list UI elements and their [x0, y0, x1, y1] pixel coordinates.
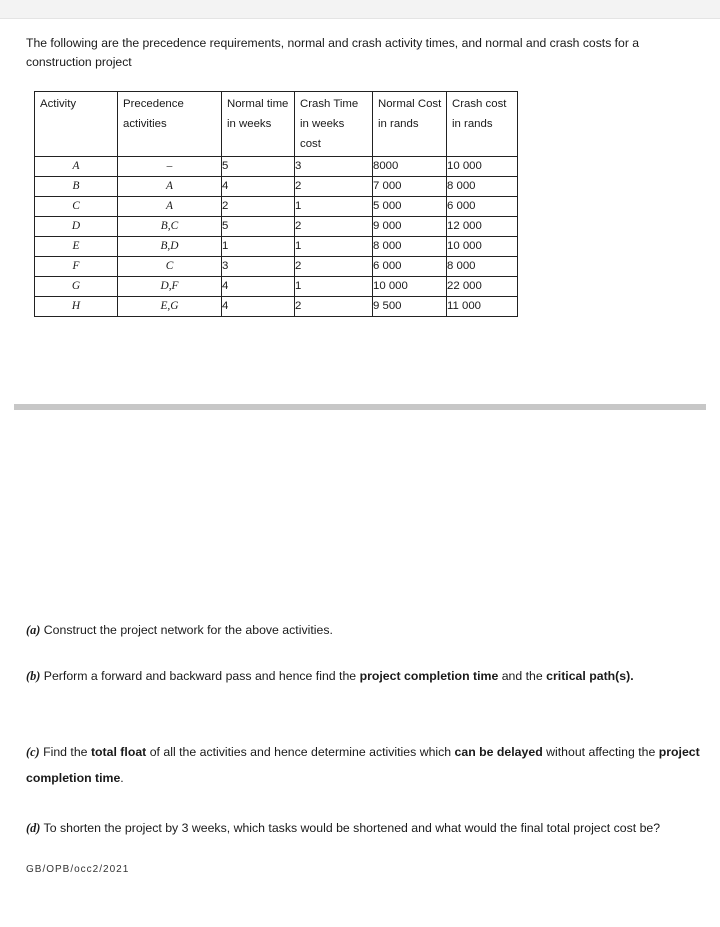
cell-precedence: B,C [118, 217, 222, 237]
cell-crash-cost: 22 000 [447, 277, 518, 297]
cell-activity: D [35, 217, 118, 237]
cell-normal-cost: 9 000 [373, 217, 447, 237]
cell-crash-cost: 12 000 [447, 217, 518, 237]
cell-normal-time: 5 [222, 217, 295, 237]
table-row [35, 157, 518, 177]
cell-crash-cost: 6 000 [447, 197, 518, 217]
table-row [35, 177, 518, 197]
cell-normal-cost: 6 000 [373, 257, 447, 277]
cell-crash-cost: 11 000 [447, 297, 518, 317]
cell-activity: E [35, 237, 118, 257]
table-row [35, 277, 518, 297]
question-b [26, 663, 710, 689]
cell-normal-cost: 7 000 [373, 177, 447, 197]
cell-activity: A [35, 157, 118, 177]
header-normal-time: Normal time in weeks [222, 92, 295, 157]
question-b-text-1: Perform a forward and backward pass and hence find the [43, 669, 360, 683]
cell-normal-cost: 8000 [373, 157, 447, 177]
question-d-label: (d) [26, 821, 41, 835]
question-c-label: (c) [26, 745, 40, 759]
cell-activity: G [35, 277, 118, 297]
cell-precedence: E,G [118, 297, 222, 317]
footer-code: GB/OPB/occ2/2021 [26, 864, 130, 873]
cell-normal-cost: 9 500 [373, 297, 447, 317]
cell-crash-time: 1 [295, 197, 373, 217]
question-b-bold-2: critical path(s). [546, 669, 634, 683]
cell-crash-cost: 10 000 [447, 237, 518, 257]
table-row [35, 257, 518, 277]
question-a-text: Construct the project network for the above activities. [43, 623, 333, 637]
question-c-bold-2: can be delayed [454, 745, 543, 759]
cell-normal-time: 2 [222, 197, 295, 217]
cell-crash-cost: 8 000 [447, 257, 518, 277]
cell-crash-time: 2 [295, 257, 373, 277]
cell-crash-time: 1 [295, 277, 373, 297]
header-crash-cost: Crash cost in rands [447, 92, 518, 157]
header-crash-time: Crash Time in weeks cost [295, 92, 373, 157]
cell-crash-time: 3 [295, 157, 373, 177]
cell-precedence: C [118, 257, 222, 277]
question-d-text: To shorten the project by 3 weeks, which tasks would be shortened and what would the final total project cost be? [43, 821, 661, 835]
question-c-bold-3: project completion time [26, 745, 700, 785]
activity-table [34, 91, 518, 317]
question-c-text-3: without affecting the [542, 745, 659, 759]
cell-crash-time: 2 [295, 217, 373, 237]
cell-activity: F [35, 257, 118, 277]
cell-normal-cost: 10 000 [373, 277, 447, 297]
cell-precedence: A [118, 177, 222, 197]
cell-crash-time: 2 [295, 177, 373, 197]
page-top-edge [0, 0, 720, 19]
question-b-text-2: and the [498, 669, 547, 683]
cell-activity: H [35, 297, 118, 317]
cell-normal-time: 3 [222, 257, 295, 277]
cell-normal-cost: 8 000 [373, 237, 447, 257]
cell-precedence: D,F [118, 277, 222, 297]
cell-normal-time: 4 [222, 277, 295, 297]
question-a [26, 617, 710, 643]
intro-text: The following are the precedence requirements, normal and crash activity times, and normal and crash costs for a construction project [26, 36, 640, 69]
cell-precedence: A [118, 197, 222, 217]
cell-crash-cost: 8 000 [447, 177, 518, 197]
question-d [26, 815, 710, 841]
cell-normal-cost: 5 000 [373, 197, 447, 217]
table-row [35, 197, 518, 217]
header-normal-cost: Normal Cost in rands [373, 92, 447, 157]
cell-activity: C [35, 197, 118, 217]
cell-crash-time: 2 [295, 297, 373, 317]
question-b-bold-1: project completion time [359, 669, 499, 683]
cell-crash-time: 1 [295, 237, 373, 257]
question-c-text-1: Find the [43, 745, 91, 759]
header-activity: Activity [35, 92, 118, 157]
cell-activity: B [35, 177, 118, 197]
question-a-label: (a) [26, 623, 41, 637]
cell-crash-cost: 10 000 [447, 157, 518, 177]
cell-normal-time: 1 [222, 237, 295, 257]
question-c [26, 739, 710, 791]
question-c-text-2: of all the activities and hence determine activities which [146, 745, 455, 759]
table-row [35, 217, 518, 237]
cell-precedence: B,D [118, 237, 222, 257]
cell-normal-time: 4 [222, 297, 295, 317]
table-row [35, 297, 518, 317]
cell-precedence: – [118, 157, 222, 177]
header-precedence: Precedence activities [118, 92, 222, 157]
question-c-text-4: . [120, 771, 124, 785]
cell-normal-time: 5 [222, 157, 295, 177]
question-c-bold-1: total float [90, 745, 147, 759]
table-row [35, 237, 518, 257]
table-header-row [35, 92, 518, 157]
question-b-label: (b) [26, 669, 41, 683]
cell-normal-time: 4 [222, 177, 295, 197]
section-divider [14, 404, 706, 410]
